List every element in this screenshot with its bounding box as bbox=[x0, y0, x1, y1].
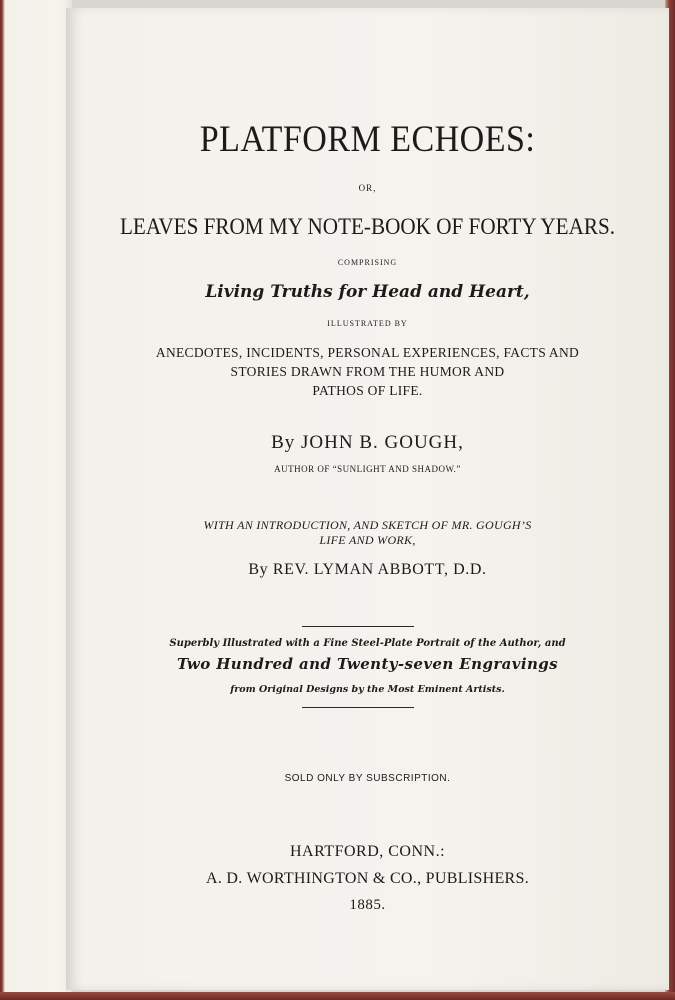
introduction-by-line: By REV. LYMAN ABBOTT, D.D. bbox=[248, 561, 487, 578]
publisher-name: A. D. WORTHINGTON & CO., PUBLISHERS. bbox=[205, 870, 530, 887]
subscription-note: SOLD ONLY BY SUBSCRIPTION. bbox=[284, 773, 451, 784]
title-page bbox=[66, 8, 669, 990]
author-of-line: AUTHOR OF “SUNLIGHT AND SHADOW.” bbox=[274, 464, 461, 474]
description-line-1: ANECDOTES, INCIDENTS, PERSONAL EXPERIENCES, FACTS AND bbox=[155, 345, 580, 360]
book-subtitle: LEAVES FROM MY NOTE-BOOK OF FORTY YEARS. bbox=[119, 214, 616, 239]
comprising-text: COMPRISING bbox=[337, 258, 398, 267]
living-truths-text: Living Truths for Head and Heart, bbox=[205, 282, 530, 302]
divider-rule-bottom bbox=[302, 707, 414, 708]
publication-year: 1885. bbox=[349, 897, 386, 913]
description-line-3: PATHOS OF LIFE. bbox=[312, 383, 423, 398]
illustrated-by-text: ILLUSTRATED BY bbox=[327, 319, 408, 328]
introduction-line-2: LIFE AND WORK, bbox=[319, 533, 416, 547]
author-line: By JOHN B. GOUGH, bbox=[271, 432, 464, 453]
left-page-edge bbox=[0, 0, 72, 1000]
illustration-note-line-1: Superbly Illustrated with a Fine Steel-Plate Portrait of the Author, and bbox=[169, 638, 566, 649]
description-line-2: STORIES DRAWN FROM THE HUMOR AND bbox=[230, 364, 505, 379]
book-title: PLATFORM ECHOES: bbox=[199, 119, 536, 160]
book-cover-bottom-edge bbox=[0, 992, 675, 1000]
publication-place: HARTFORD, CONN.: bbox=[289, 843, 446, 860]
illustration-note-line-3: from Original Designs by the Most Eminent Artists. bbox=[230, 684, 505, 695]
or-text: OR, bbox=[358, 183, 377, 193]
introduction-line-1: WITH AN INTRODUCTION, AND SKETCH OF MR. GOUGH’S bbox=[203, 518, 532, 532]
illustration-note-line-2: Two Hundred and Twenty-seven Engravings bbox=[176, 655, 559, 673]
divider-rule-top bbox=[302, 626, 414, 627]
